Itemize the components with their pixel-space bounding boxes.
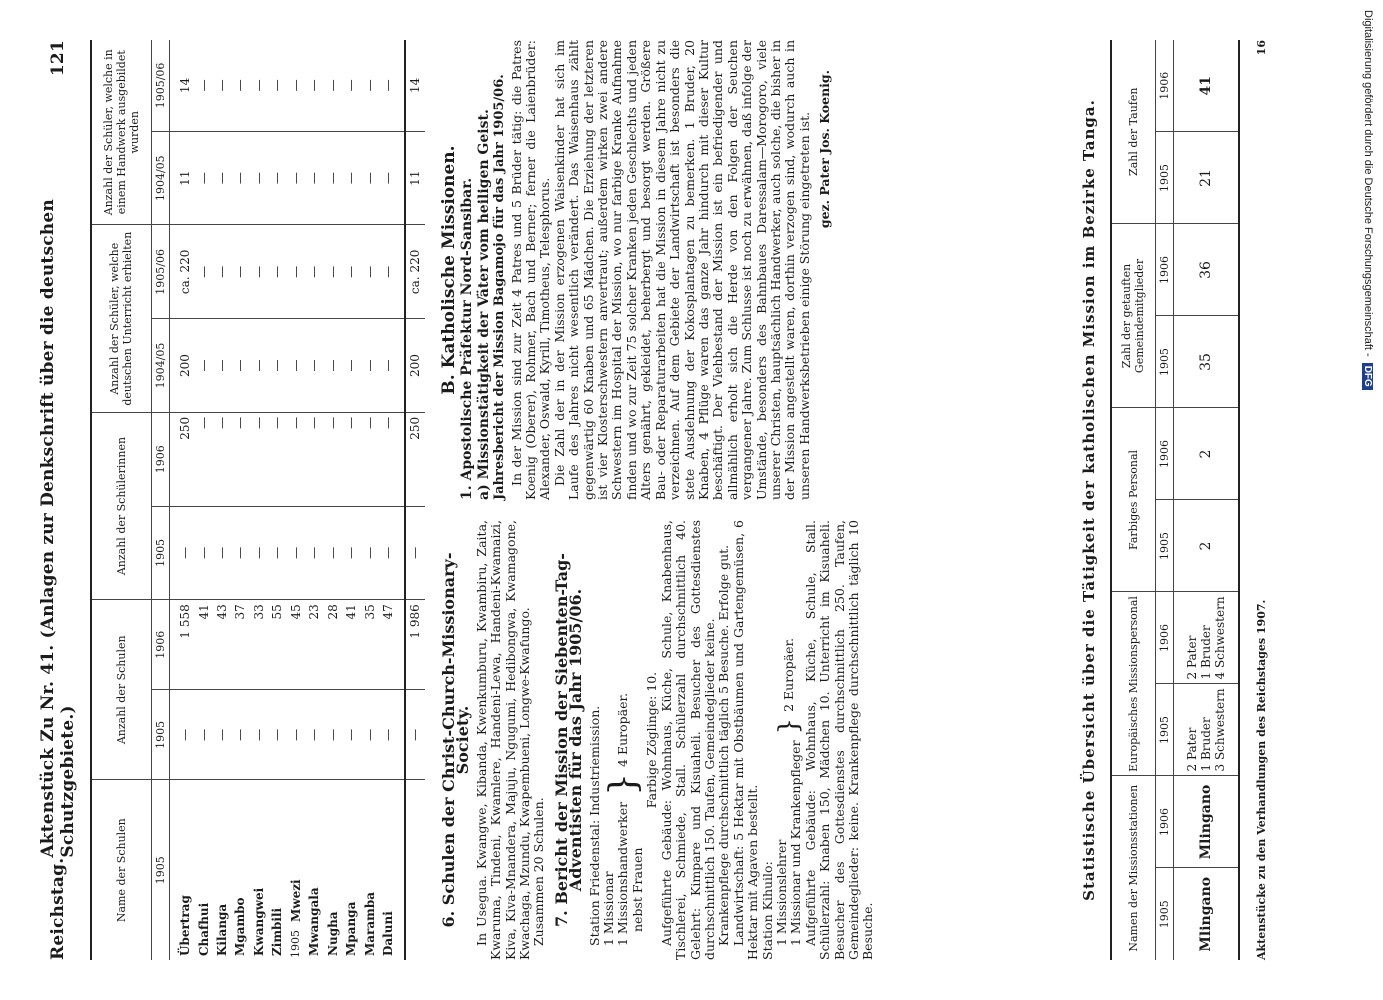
spacer-cell — [169, 600, 176, 690]
cell-p06: — — [231, 412, 249, 506]
cell-g04: — — [360, 319, 378, 413]
subsection-a-heading: a) Missionstätigkeit der Väter vom heiligen Geist. — [475, 109, 492, 500]
cell-s06: 37 — [231, 600, 249, 690]
year: 1905 — [1155, 132, 1173, 224]
footer-source: Aktenstücke zu den Verhandlungen des Reichstages 1907. — [1255, 599, 1268, 960]
cell-s06: 55 — [268, 600, 286, 690]
cell-t05: 14 — [405, 40, 425, 131]
cell-s05: — — [405, 690, 425, 780]
staff-line: 2 Pater — [1184, 727, 1199, 772]
cell-p05: — — [360, 506, 378, 600]
spacer-cell — [169, 40, 176, 131]
cell-t04: — — [379, 131, 397, 225]
cell-s05: — — [305, 690, 323, 780]
cell-t04: — — [360, 131, 378, 225]
staff-total: 2 Europäer. — [781, 637, 797, 712]
cell-t04: 11 — [176, 131, 194, 225]
head-trade-training: Anzahl der Schüler, welche in einem Handwerk ausgebildet wurden — [91, 40, 151, 225]
members-1905: 35 — [1173, 316, 1239, 408]
year: 1905 — [1155, 316, 1173, 408]
cell-t04: — — [231, 131, 249, 225]
school-name: Mwangala — [307, 887, 322, 956]
subhead-year: 1905 — [151, 506, 169, 600]
staff-item: nebst Frauen — [629, 847, 645, 932]
table-row — [231, 40, 249, 960]
sheet-number: 16 — [1255, 40, 1268, 56]
school-name: Mgambo — [233, 897, 248, 956]
table-row — [287, 40, 305, 960]
school-name — [405, 780, 425, 960]
header-title: Aktenstück Zu Nr. 41. (Anlagen zur Denkschrift über die deutschen Schutzgebiete.) — [38, 199, 78, 858]
cell-s06: 47 — [379, 600, 397, 690]
year: 1905 — [1155, 868, 1173, 960]
report-paragraph-2: Die Zahl der in der Mission erzogenen Waisenkinder hat sich im Laufe des Jahres nicht wesentlich verändert. Das Waisenhaus zählt gegenwärtig 60 Knaben und 65 Mädchen. Die Erziehung der letzteren ist vier Klosterschwestern anvertraut; außerdem wirken zwei andere Schwestern im Hospital der Mission, wo nur farbige Kranke Aufnahme finden und wo zur Zeit 75 solcher Kranken jeden Geschlechts und jeden Alters genährt, gekleidet, beherbergt und besorgt werden. Größere Bau- oder Reparaturarbeiten hat die Mission in diesem Jahre nicht zu verzeichnen. Auf dem Gebiete der Landwirtschaft ist besonders die stete Ausdehnung der Kokosplantagen zu bemerken. 1 Bruder, 20 Knaben, 4 Pflüge waren das ganze Jahr hindurch mit dieser Kultur beschäftigt. Der Viehbestand der Mission ist ein befriedigender und allmählich erholt sich die Herde von den Folgen der Seuchen vergangener Jahre. Zum Schlusse ist noch zu erwähnen, daß infolge der Umstände, besonders des Bahnbaues Daressalam—Morogoro, viele unserer Christen, hauptsächlich Handwerker, auch solche, die bisher in der Mission angestellt waren, dorthin verzogen sind, wodurch auch in unseren Handwerksbetrieben einige Störung eingetreten ist. — [551, 40, 812, 500]
cell-p05: — — [287, 506, 305, 600]
table-row — [379, 40, 397, 960]
cell-p06: — — [194, 412, 212, 506]
spacer-cell — [169, 690, 176, 780]
cell-t04: — — [323, 131, 341, 225]
cell-s06: 45 — [287, 600, 305, 690]
total-row — [405, 40, 425, 960]
spacer-cell — [169, 319, 176, 413]
cell-t05: — — [342, 40, 360, 131]
section-6-text: In Usegua. Kwangwe, Kibanda, Kwenkumburu, Kwambiru, Zaita, Kwaruma, Tindeni, Kwamlere, Handeni-Lewa, Handeni-Kwamaizi, Kiva, Kiva-Mnandera, Majuju, Ngugumi, Hedibongwa, Kwamagone, Kwachaga, Mzundu, Kwapembueni, Longwe-Kwafungo. — [473, 520, 533, 960]
school-name: Kwangwei — [251, 887, 266, 956]
brace: } — [774, 717, 805, 735]
cell-t05: — — [194, 40, 212, 131]
cell-g05: — — [323, 225, 341, 319]
cell-g04: — — [268, 319, 286, 413]
school-rows — [169, 40, 425, 960]
school-name: Maramba — [362, 891, 377, 956]
year: 1905 — [1155, 500, 1173, 592]
cell-t05: 14 — [176, 40, 194, 131]
table-row — [194, 40, 212, 960]
spacer-cell — [169, 506, 176, 600]
cell-t05: — — [360, 40, 378, 131]
cell-p05: — — [305, 506, 323, 600]
cell-g04: 200 — [176, 319, 194, 413]
cell-t05: — — [250, 40, 268, 131]
year: 1905 — [1155, 684, 1173, 776]
table-row — [268, 40, 286, 960]
table-row — [176, 40, 194, 960]
colored-1905: 2 — [1173, 500, 1239, 592]
school-name: Mpanga — [344, 901, 359, 956]
head-school-name: Name der Schulen — [91, 780, 151, 960]
cell-p06: — — [213, 412, 231, 506]
mission-table-title: Statistische Übersicht über die Tätigkeit der katholischen Mission im Bezirke Tanga. — [1080, 99, 1098, 901]
school-name: Zimbili — [270, 907, 285, 956]
table-row — [213, 40, 231, 960]
spacer-cell — [169, 131, 176, 225]
cell-t05: — — [268, 40, 286, 131]
staff-item: 1 Missionslehrer — [773, 839, 789, 946]
cell-t04: — — [305, 131, 323, 225]
cell-p06: — — [342, 412, 360, 506]
school-name: Übertrag — [178, 895, 193, 956]
year-label: 1905 — [288, 930, 302, 958]
section-7-care: Krankenpflege durchschnittlich täglich 5 Besuche. Erfolge gut. — [716, 544, 732, 946]
colored-1906: 2 — [1173, 408, 1239, 500]
cell-p05: — — [213, 506, 231, 600]
european-staff-1905 — [1173, 684, 1239, 776]
table-row — [342, 40, 360, 960]
cell-p06: — — [323, 412, 341, 506]
spacer-row — [397, 40, 405, 960]
subhead-year: 1904/05 — [151, 319, 169, 413]
cell-t04: — — [287, 131, 305, 225]
signature: gez. Pater Jos. Koenig. — [817, 70, 833, 229]
year: 1906 — [1155, 776, 1173, 868]
station-name: Mlingano — [1197, 876, 1214, 952]
cell-p05: — — [194, 506, 212, 600]
cell-s05: — — [213, 690, 231, 780]
staff-line: 1 Bruder — [1198, 625, 1213, 680]
spacer-cell — [169, 780, 176, 960]
cell-s05: — — [342, 690, 360, 780]
cell-g04: — — [342, 319, 360, 413]
cell-s05: — — [176, 690, 194, 780]
cell-p06: — — [305, 412, 323, 506]
school-name — [287, 780, 305, 960]
cell-s06: 1 986 — [405, 600, 425, 690]
baptisms-1905: 21 — [1173, 132, 1239, 224]
spacer-cell — [397, 131, 405, 225]
section-6-total: Zusammen 20 Schulen. — [531, 797, 547, 946]
head-pupils: Anzahl der Schülerinnen — [91, 412, 151, 599]
year: 1906 — [1155, 592, 1173, 684]
cell-g05: — — [287, 225, 305, 319]
page-number: 121 — [48, 40, 68, 77]
cell-g05: — — [342, 225, 360, 319]
section-7-kihuilo-text: Aufgeführte Gebäude: Wohnhaus, Küche, Schule, Stall. Schülerzahl: Knaben 150, Mädchen 10. Unterricht im Kisuaheli. Besucher des Gottesdienstes durchschnittlich 250. Taufen, Gemeindeglieder: keine. Krankenpflege durchschnittlich täglich 10 Besuche. — [802, 520, 876, 960]
cell-p06: — — [287, 412, 305, 506]
school-name: Chafhui — [196, 902, 211, 956]
cell-t05: — — [231, 40, 249, 131]
spacer-cell — [397, 506, 405, 600]
subhead-year: 1905/06 — [151, 40, 169, 131]
head-school-count: Anzahl der Schulen — [91, 600, 151, 780]
spacer-cell — [397, 40, 405, 131]
right-column — [440, 40, 833, 500]
cell-g04: — — [194, 319, 212, 413]
school-name: Daluni — [380, 911, 395, 956]
cell-s06: 41 — [342, 600, 360, 690]
pupils-count: Farbige Zöglinge: 10. — [644, 671, 660, 809]
cell-p06: — — [360, 412, 378, 506]
cell-p05: — — [342, 506, 360, 600]
head-european-staff: Europäisches Missionspersonal — [1111, 592, 1155, 776]
spacer-cell — [169, 412, 176, 506]
cell-s05: — — [287, 690, 305, 780]
staff-line: 3 Schwestern — [1212, 688, 1227, 772]
cell-p05: — — [323, 506, 341, 600]
table-row — [360, 40, 378, 960]
cell-p06: 250 — [405, 412, 425, 506]
subhead-year: 1906 — [151, 412, 169, 506]
station-name: Mlingano — [1173, 776, 1239, 868]
section-7-heading: 7. Bericht der Mission der Siebenten-Tag-Adventisten für das Jahr 1905/06. — [551, 553, 586, 927]
cell-g05: ca. 220 — [176, 225, 194, 319]
cell-s06: 1 558 — [176, 600, 194, 690]
cell-g05: — — [268, 225, 286, 319]
staff-block-1 — [602, 520, 645, 960]
subhead-year: 1904/05 — [151, 131, 169, 225]
school-statistics-table — [90, 40, 425, 960]
cell-s06: 41 — [194, 600, 212, 690]
cell-g05: — — [305, 225, 323, 319]
cell-s06: 28 — [323, 600, 341, 690]
staff-block-2 — [775, 520, 804, 960]
cell-g05: — — [379, 225, 397, 319]
page-header — [40, 40, 76, 960]
cell-p06: 250 — [176, 412, 194, 506]
cell-g04: — — [250, 319, 268, 413]
head-colored-staff: Farbiges Personal — [1111, 408, 1155, 592]
spacer-cell — [397, 600, 405, 690]
cell-s05: — — [231, 690, 249, 780]
cell-g04: 200 — [405, 319, 425, 413]
school-name-text: Mwezi — [288, 879, 303, 922]
staff-line: 2 Pater — [1184, 635, 1199, 680]
cell-t04: — — [342, 131, 360, 225]
cell-t04: — — [250, 131, 268, 225]
cell-s05: — — [268, 690, 286, 780]
cell-g05: ca. 220 — [405, 225, 425, 319]
staff-line: 4 Schwestern — [1212, 596, 1227, 680]
year: 1906 — [1155, 40, 1173, 132]
staff-total: 4 Europäer. — [615, 692, 631, 767]
table-row — [1173, 40, 1239, 960]
cell-p06: — — [250, 412, 268, 506]
spacer-cell — [397, 319, 405, 413]
cell-t04: — — [268, 131, 286, 225]
cell-g05: — — [360, 225, 378, 319]
cell-p06: — — [379, 412, 397, 506]
section-b-heading: B. Katholische Missionen. — [439, 145, 459, 395]
staff-item: 1 Missionar und Krankenpfleger — [788, 740, 804, 946]
header-left: Reichstag. — [48, 857, 68, 960]
staff-item: 1 Missionar — [601, 871, 617, 946]
cell-s06: 33 — [250, 600, 268, 690]
head-baptisms: Zahl der Taufen — [1111, 40, 1155, 224]
head-station-names: Namen der Missionsstationen — [1111, 776, 1155, 960]
cell-s06: 23 — [305, 600, 323, 690]
cell-g05: — — [250, 225, 268, 319]
table-row — [250, 40, 268, 960]
cell-p05: — — [231, 506, 249, 600]
cell-p05: — — [268, 506, 286, 600]
cell-s05: — — [250, 690, 268, 780]
cell-s06: 43 — [213, 600, 231, 690]
spacer-cell — [397, 225, 405, 319]
spacer-cell — [397, 690, 405, 780]
cell-t05: — — [287, 40, 305, 131]
cell-t05: — — [379, 40, 397, 131]
section-7-agriculture: Landwirtschaft: 5 Hektar mit Obstbäumen und Gartengemüsen, 6 Hektar mit Agaven bestellt. — [730, 520, 761, 960]
school-name: Kilanga — [215, 903, 229, 956]
left-column — [440, 520, 876, 960]
cell-g05: — — [194, 225, 212, 319]
section-7-buildings: Aufgeführte Gebäude: Wohnhaus, Küche, Schule, Knabenhaus, Tischlerei, Schmiede, Stall. Schülerzahl durchschnittlich 40. Gelehrt: Kimpare und Kisuaheli. Besucher des Gottesdienstes durchschnittlich 150. Taufen, Gemeindeglieder keine. — [658, 520, 717, 960]
table-row — [323, 40, 341, 960]
subhead-year: 1906 — [151, 600, 169, 690]
head-members: Zahl der getauften Gemeindemitglieder — [1111, 224, 1155, 408]
school-name: Nugha — [325, 911, 340, 956]
cell-t05: — — [213, 40, 231, 131]
cell-p05: — — [379, 506, 397, 600]
european-staff-1906 — [1173, 592, 1239, 684]
cell-s06: 35 — [360, 600, 378, 690]
cell-t04: — — [194, 131, 212, 225]
cell-g04: — — [379, 319, 397, 413]
table-row — [305, 40, 323, 960]
report-paragraph-1: In der Mission sind zur Zeit 4 Patres und 5 Brüder tätig: die Patres Koenig (Oberer), Rohmer, Bach und Berner; ferner die Laienbrüder: Alexander, Oswald, Kyrill, Timotheus, Telesphorus. — [508, 40, 553, 500]
cell-p06: — — [268, 412, 286, 506]
dfg-logo: DFG — [1363, 363, 1374, 390]
staff-item: 1 Missionshandwerker — [615, 801, 631, 946]
subhead-year: 1905 — [151, 690, 169, 780]
report-heading: Jahresbericht der Mission Bagamojo für das Jahr 1905/06. — [492, 74, 508, 500]
year: 1906 — [1155, 224, 1173, 316]
station-kihuilo: Station Kihuilo: — [759, 861, 775, 960]
page-footer — [1255, 40, 1268, 960]
mission-statistics-table — [1110, 40, 1240, 960]
brace: } — [602, 772, 644, 796]
cell-g04: — — [287, 319, 305, 413]
spacer-cell — [169, 225, 176, 319]
staff-line: 1 Bruder — [1198, 717, 1213, 772]
cell-t05: — — [305, 40, 323, 131]
cell-p05: — — [250, 506, 268, 600]
cell-t04: — — [213, 131, 231, 225]
head-german-lessons: Anzahl der Schüler, welche deutschen Unterricht erhielten — [91, 225, 151, 412]
cell-g04: — — [305, 319, 323, 413]
cell-p05: — — [405, 506, 425, 600]
section-6-heading: 6. Schulen der Christ-Church-Missionary-Society. — [439, 552, 473, 928]
station-friedenstal: Station Friedenstal: Industriemission. — [586, 705, 602, 946]
spacer-cell — [397, 780, 405, 960]
members-1906: 36 — [1173, 224, 1239, 316]
cell-g05: — — [231, 225, 249, 319]
cell-g04: — — [323, 319, 341, 413]
cell-p05: — — [176, 506, 194, 600]
cell-t05: — — [323, 40, 341, 131]
cell-s05: — — [194, 690, 212, 780]
baptisms-1906: 41 — [1173, 40, 1239, 132]
digitization-text: Digitalisierung gefördert durch die Deutsche Forschungsgemeinschaft - — [1362, 10, 1374, 357]
cell-s05: — — [323, 690, 341, 780]
cell-g04: — — [231, 319, 249, 413]
cell-g04: — — [213, 319, 231, 413]
cell-s05: — — [360, 690, 378, 780]
cell-s05: — — [379, 690, 397, 780]
cell-g05: — — [213, 225, 231, 319]
spacer-row — [169, 40, 176, 960]
subsection-1-heading: 1. Apostolische Präfektur Nord-Sansibar. — [459, 177, 476, 500]
spacer-cell — [397, 412, 405, 506]
cell-t04: 11 — [405, 131, 425, 225]
subhead-year: 1905/06 — [151, 225, 169, 319]
year: 1906 — [1155, 408, 1173, 500]
subhead-year: 1905 — [151, 780, 169, 960]
